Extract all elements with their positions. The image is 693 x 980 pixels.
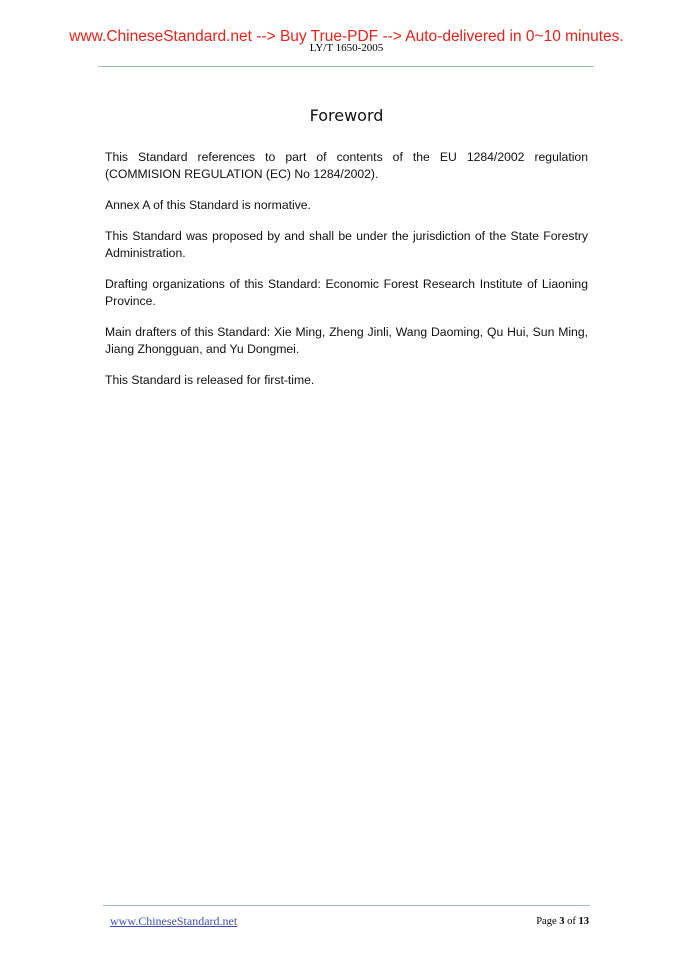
foreword-body: [105, 149, 588, 403]
page-prefix: Page: [536, 916, 560, 927]
page-title: Foreword: [309, 106, 384, 125]
page-total: 13: [578, 916, 589, 927]
header-divider: [98, 66, 594, 67]
paragraph: This Standard was proposed by and shall be under the jurisdiction of the State Forestry Administration.: [105, 229, 588, 260]
document-id: LY/T 1650-2005: [309, 42, 384, 54]
paragraph: Drafting organizations of this Standard: Economic Forest Research Institute of Liaoning Province.: [105, 277, 588, 308]
paragraph: Annex A of this Standard is normative.: [105, 198, 311, 212]
page-current: 3: [559, 916, 565, 927]
page-number: [536, 916, 589, 927]
footer-website-link[interactable]: www.ChineseStandard.net: [110, 914, 238, 928]
paragraph: This Standard is released for first-time.: [105, 373, 315, 387]
page-of: of: [564, 916, 579, 927]
footer-divider: [103, 905, 590, 906]
paragraph: Main drafters of this Standard: Xie Ming, Zheng Jinli, Wang Daoming, Qu Hui, Sun Ming, Jiang Zhongguan, and Yu Dongmei.: [105, 325, 588, 356]
promo-banner[interactable]: www.ChineseStandard.net --> Buy True-PDF --> Auto-delivered in 0~10 minutes.: [69, 28, 624, 45]
paragraph: This Standard references to part of contents of the EU 1284/2002 regulation (COMMISION REGULATION (EC) No 1284/2002).: [105, 150, 588, 181]
